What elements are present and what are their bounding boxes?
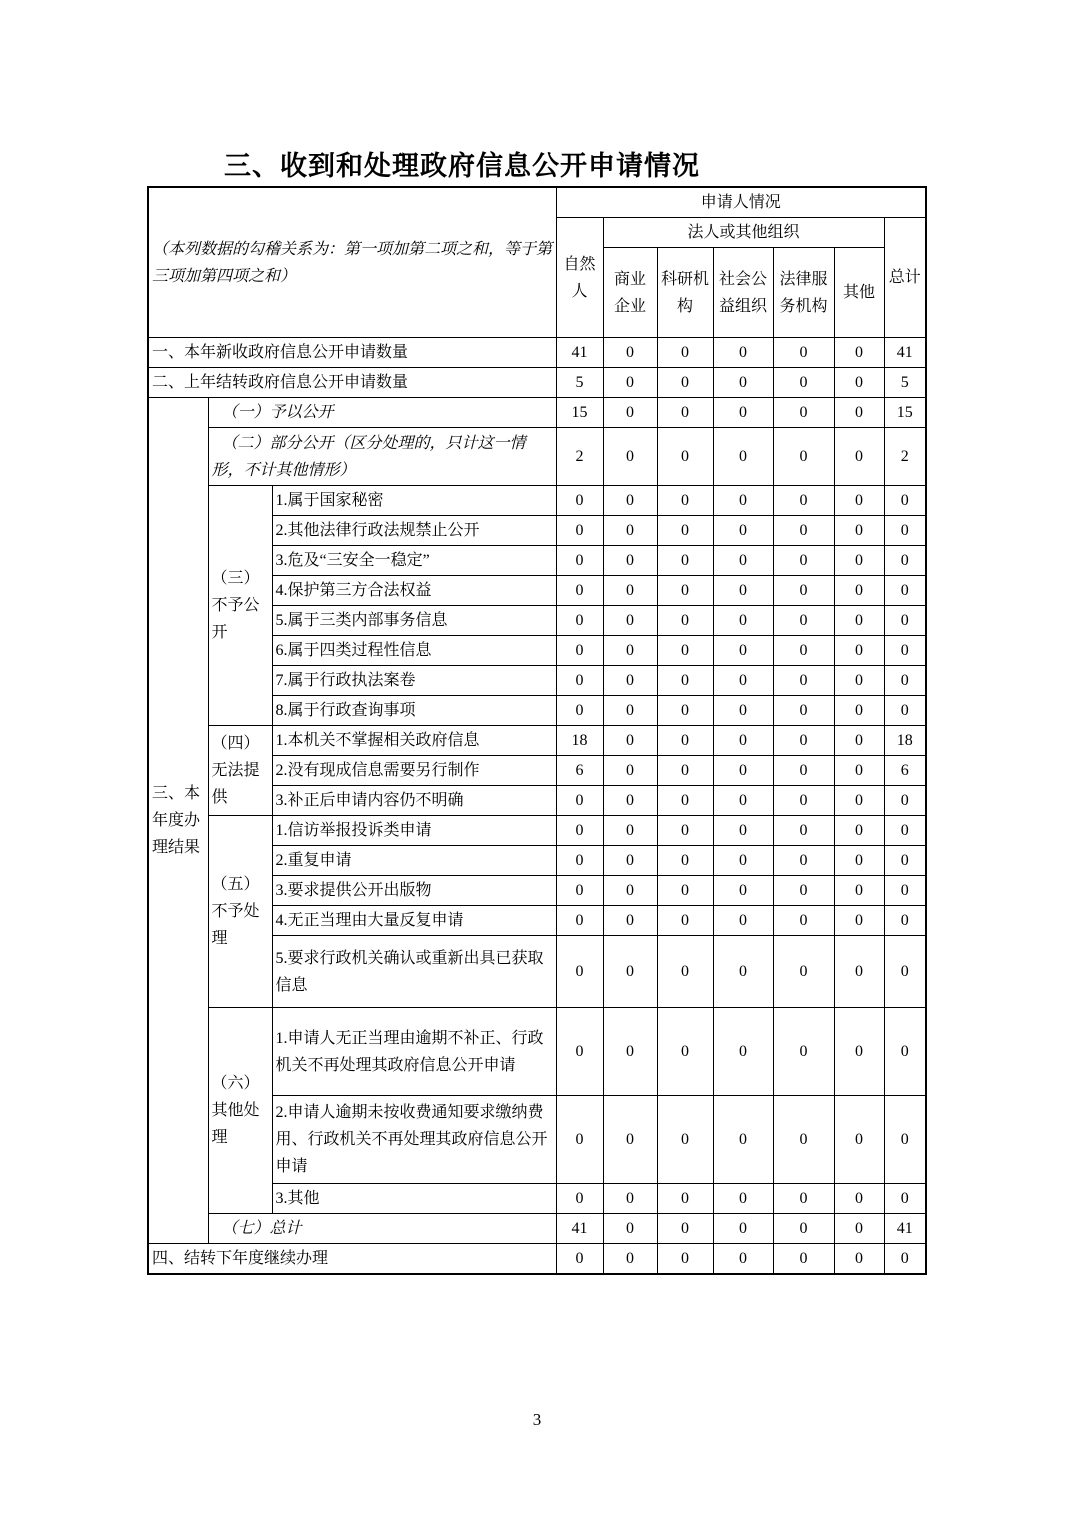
row-label-prohibited-by-law: 2.其他法律行政法规禁止公开: [272, 516, 556, 546]
value-cell: 0: [713, 756, 773, 786]
value-cell: 0: [713, 516, 773, 546]
group-label-other-processing: （六）其他处理: [208, 1008, 272, 1214]
value-cell: 0: [657, 696, 713, 726]
value-cell: 0: [884, 1008, 926, 1096]
row-label-state-secret: 1.属于国家秘密: [272, 486, 556, 516]
value-cell: 0: [773, 756, 834, 786]
value-cell: 0: [657, 786, 713, 816]
value-cell: 0: [773, 606, 834, 636]
value-cell: 0: [603, 936, 657, 1008]
value-cell: 0: [556, 1008, 603, 1096]
row-label-new-applications: 一、本年新收政府信息公开申请数量: [148, 338, 556, 368]
value-cell: 0: [884, 666, 926, 696]
value-cell: 0: [834, 338, 884, 368]
value-cell: 0: [603, 756, 657, 786]
value-cell: 0: [556, 606, 603, 636]
value-cell: 0: [657, 338, 713, 368]
value-cell: 0: [603, 816, 657, 846]
value-cell: 41: [884, 338, 926, 368]
value-cell: 0: [657, 546, 713, 576]
value-cell: 0: [773, 726, 834, 756]
value-cell: 0: [556, 1244, 603, 1275]
value-cell: 0: [834, 666, 884, 696]
row-label-carried-over-applications: 二、上年结转政府信息公开申请数量: [148, 368, 556, 398]
value-cell: 0: [834, 428, 884, 486]
value-cell: 0: [773, 1008, 834, 1096]
value-cell: 0: [603, 1096, 657, 1184]
value-cell: 0: [713, 1244, 773, 1275]
table-body: [148, 187, 926, 1274]
row-label-overdue-no-correction: 1.申请人无正当理由逾期不补正、行政机关不再处理其政府信息公开申请: [272, 1008, 556, 1096]
value-cell: 0: [884, 1096, 926, 1184]
value-cell: 0: [713, 1184, 773, 1214]
page-number: 3: [532, 1410, 542, 1429]
value-cell: 0: [603, 1214, 657, 1244]
value-cell: 0: [713, 726, 773, 756]
table-row: [148, 726, 926, 756]
value-cell: 0: [773, 876, 834, 906]
value-cell: 0: [773, 428, 834, 486]
value-cell: 0: [834, 786, 884, 816]
value-cell: 0: [884, 936, 926, 1008]
col-header-social-welfare-org: 社会公益组织: [713, 248, 773, 338]
value-cell: 0: [773, 368, 834, 398]
value-cell: 0: [834, 516, 884, 546]
row-label-endanger-security-stability: 3.危及“三安全一稳定”: [272, 546, 556, 576]
table-row: [148, 816, 926, 846]
value-cell: 0: [713, 1214, 773, 1244]
row-label-still-unclear-after-correction: 3.补正后申请内容仍不明确: [272, 786, 556, 816]
table-row: [148, 1214, 926, 1244]
row-label-administrative-inquiry: 8.属于行政查询事项: [272, 696, 556, 726]
value-cell: 0: [657, 846, 713, 876]
value-cell: 0: [834, 876, 884, 906]
value-cell: 0: [773, 486, 834, 516]
value-cell: 0: [657, 368, 713, 398]
value-cell: 0: [556, 636, 603, 666]
value-cell: 0: [773, 1244, 834, 1275]
value-cell: 0: [556, 696, 603, 726]
value-cell: 0: [713, 786, 773, 816]
table-row: [148, 1244, 926, 1275]
value-cell: 0: [834, 936, 884, 1008]
row-label-petition-complaint: 1.信访举报投诉类申请: [272, 816, 556, 846]
group-label-not-processed: （五）不予处理: [208, 816, 272, 1008]
value-cell: 0: [834, 606, 884, 636]
col-header-legal-service-org: 法律服务机构: [773, 248, 834, 338]
value-cell: 0: [773, 636, 834, 666]
value-cell: 0: [603, 546, 657, 576]
value-cell: 0: [834, 1214, 884, 1244]
value-cell: 0: [834, 906, 884, 936]
value-cell: 0: [657, 936, 713, 1008]
value-cell: 0: [713, 1008, 773, 1096]
table-row: [148, 486, 926, 516]
value-cell: 0: [834, 576, 884, 606]
value-cell: 0: [713, 816, 773, 846]
value-cell: 0: [834, 368, 884, 398]
value-cell: 41: [884, 1214, 926, 1244]
value-cell: 0: [773, 936, 834, 1008]
value-cell: 0: [884, 1184, 926, 1214]
table-row: [148, 368, 926, 398]
value-cell: 6: [884, 756, 926, 786]
row-label-carried-to-next-year: 四、结转下年度继续办理: [148, 1244, 556, 1275]
value-cell: 0: [713, 696, 773, 726]
row-label-disclosed: （一）予以公开: [208, 398, 556, 428]
value-cell: 0: [773, 906, 834, 936]
value-cell: 0: [556, 846, 603, 876]
value-cell: 0: [884, 876, 926, 906]
value-cell: 5: [556, 368, 603, 398]
value-cell: 0: [834, 756, 884, 786]
value-cell: 0: [556, 906, 603, 936]
value-cell: 0: [713, 846, 773, 876]
value-cell: 0: [713, 636, 773, 666]
value-cell: 0: [773, 1184, 834, 1214]
value-cell: 0: [603, 486, 657, 516]
value-cell: 0: [773, 666, 834, 696]
value-cell: 0: [884, 516, 926, 546]
value-cell: 0: [713, 398, 773, 428]
value-cell: 0: [834, 486, 884, 516]
value-cell: 0: [713, 876, 773, 906]
value-cell: 0: [713, 546, 773, 576]
row-label-confirm-or-reissue: 5.要求行政机关确认或重新出具已获取信息: [272, 936, 556, 1008]
section-title: 三、收到和处理政府信息公开申请情况: [224, 151, 700, 181]
value-cell: 0: [773, 576, 834, 606]
value-cell: 0: [657, 398, 713, 428]
value-cell: 0: [834, 398, 884, 428]
value-cell: 0: [603, 846, 657, 876]
value-cell: 0: [603, 576, 657, 606]
value-cell: 0: [603, 636, 657, 666]
value-cell: 0: [556, 876, 603, 906]
value-cell: 0: [657, 756, 713, 786]
row-label-mass-repeated-without-reason: 4.无正当理由大量反复申请: [272, 906, 556, 936]
value-cell: 0: [603, 786, 657, 816]
value-cell: 0: [713, 428, 773, 486]
header-row: [148, 187, 926, 218]
value-cell: 0: [713, 906, 773, 936]
row-label-internal-affairs: 5.属于三类内部事务信息: [272, 606, 556, 636]
table-row: [148, 1008, 926, 1096]
group-label-unable-to-provide: （四）无法提供: [208, 726, 272, 816]
value-cell: 0: [834, 1184, 884, 1214]
row-label-process-information: 6.属于四类过程性信息: [272, 636, 556, 666]
value-cell: 0: [834, 546, 884, 576]
row-label-overdue-unpaid-fees: 2.申请人逾期未按收费通知要求缴纳费用、行政机关不再处理其政府信息公开申请: [272, 1096, 556, 1184]
applications-table: [147, 186, 927, 1275]
value-cell: 0: [884, 546, 926, 576]
value-cell: 15: [556, 398, 603, 428]
applicant-status-header: 申请人情况: [556, 187, 926, 218]
col-header-natural-person: 自然人: [556, 218, 603, 338]
value-cell: 0: [603, 338, 657, 368]
value-cell: 0: [657, 1096, 713, 1184]
value-cell: 0: [773, 786, 834, 816]
row-label-total: （七）总计: [208, 1214, 556, 1244]
value-cell: 0: [603, 1008, 657, 1096]
value-cell: 0: [884, 696, 926, 726]
value-cell: 18: [884, 726, 926, 756]
value-cell: 0: [657, 876, 713, 906]
row-label-partially-disclosed: （二）部分公开（区分处理的，只计这一情形，不计其他情形）: [208, 428, 556, 486]
legal-or-other-org-header: 法人或其他组织: [603, 218, 884, 248]
value-cell: 0: [657, 636, 713, 666]
value-cell: 0: [556, 516, 603, 546]
value-cell: 0: [556, 936, 603, 1008]
value-cell: 0: [713, 368, 773, 398]
value-cell: 0: [556, 546, 603, 576]
group-label-not-disclosed: （三）不予公开: [208, 486, 272, 726]
value-cell: 0: [884, 636, 926, 666]
row-label-public-publications: 3.要求提供公开出版物: [272, 876, 556, 906]
row-label-repeated-application: 2.重复申请: [272, 846, 556, 876]
value-cell: 0: [713, 338, 773, 368]
value-cell: 0: [603, 696, 657, 726]
table-row: [148, 398, 926, 428]
value-cell: 0: [834, 846, 884, 876]
value-cell: 0: [603, 1184, 657, 1214]
value-cell: 0: [884, 786, 926, 816]
value-cell: 0: [657, 516, 713, 546]
value-cell: 0: [884, 816, 926, 846]
value-cell: 0: [556, 786, 603, 816]
value-cell: 0: [657, 1214, 713, 1244]
value-cell: 0: [834, 696, 884, 726]
value-cell: 0: [603, 368, 657, 398]
value-cell: 0: [713, 606, 773, 636]
value-cell: 0: [773, 546, 834, 576]
value-cell: 0: [884, 846, 926, 876]
value-cell: 2: [884, 428, 926, 486]
value-cell: 0: [657, 1244, 713, 1275]
value-cell: 0: [773, 1096, 834, 1184]
value-cell: 0: [773, 1214, 834, 1244]
value-cell: 0: [556, 1184, 603, 1214]
row-label-other: 3.其他: [272, 1184, 556, 1214]
value-cell: 0: [657, 1184, 713, 1214]
value-cell: 0: [773, 846, 834, 876]
value-cell: 41: [556, 338, 603, 368]
value-cell: 0: [834, 1096, 884, 1184]
value-cell: 41: [556, 1214, 603, 1244]
value-cell: 0: [773, 816, 834, 846]
value-cell: 0: [603, 906, 657, 936]
value-cell: 0: [603, 726, 657, 756]
value-cell: 2: [556, 428, 603, 486]
value-cell: 0: [657, 606, 713, 636]
group-label-yearly-results: 三、本年度办理结果: [148, 398, 208, 1244]
value-cell: 0: [556, 666, 603, 696]
row-label-needs-separate-production: 2.没有现成信息需要另行制作: [272, 756, 556, 786]
value-cell: 5: [884, 368, 926, 398]
value-cell: 0: [713, 576, 773, 606]
value-cell: 0: [884, 576, 926, 606]
value-cell: 0: [657, 816, 713, 846]
value-cell: 0: [884, 486, 926, 516]
col-header-research-institution: 科研机构: [657, 248, 713, 338]
value-cell: 0: [657, 486, 713, 516]
value-cell: 0: [556, 1096, 603, 1184]
value-cell: 0: [834, 816, 884, 846]
value-cell: 0: [556, 576, 603, 606]
value-cell: 0: [773, 398, 834, 428]
table-note-cell: （本列数据的勾稽关系为：第一项加第二项之和，等于第三项加第四项之和）: [148, 187, 556, 338]
value-cell: 0: [884, 906, 926, 936]
value-cell: 0: [603, 428, 657, 486]
value-cell: 0: [713, 666, 773, 696]
value-cell: 0: [834, 1244, 884, 1275]
col-header-commercial-enterprise: 商业企业: [603, 248, 657, 338]
value-cell: 15: [884, 398, 926, 428]
col-header-total: 总计: [884, 218, 926, 338]
value-cell: 0: [657, 576, 713, 606]
value-cell: 0: [834, 726, 884, 756]
row-label-enforcement-files: 7.属于行政执法案卷: [272, 666, 556, 696]
table-row: [148, 338, 926, 368]
value-cell: 0: [603, 666, 657, 696]
value-cell: 0: [556, 486, 603, 516]
value-cell: 0: [773, 696, 834, 726]
col-header-other: 其他: [834, 248, 884, 338]
value-cell: 0: [657, 1008, 713, 1096]
value-cell: 0: [713, 936, 773, 1008]
value-cell: 18: [556, 726, 603, 756]
table-row: [148, 428, 926, 486]
value-cell: 0: [603, 398, 657, 428]
value-cell: 0: [713, 1096, 773, 1184]
value-cell: 0: [603, 606, 657, 636]
value-cell: 0: [834, 636, 884, 666]
value-cell: 0: [834, 1008, 884, 1096]
value-cell: 0: [884, 606, 926, 636]
value-cell: 0: [603, 516, 657, 546]
value-cell: 0: [556, 816, 603, 846]
value-cell: 0: [657, 666, 713, 696]
value-cell: 6: [556, 756, 603, 786]
value-cell: 0: [773, 516, 834, 546]
value-cell: 0: [603, 876, 657, 906]
value-cell: 0: [657, 428, 713, 486]
value-cell: 0: [603, 1244, 657, 1275]
row-label-protect-third-party: 4.保护第三方合法权益: [272, 576, 556, 606]
value-cell: 0: [713, 486, 773, 516]
value-cell: 0: [773, 338, 834, 368]
value-cell: 0: [884, 1244, 926, 1275]
value-cell: 0: [657, 906, 713, 936]
row-label-no-relevant-information: 1.本机关不掌握相关政府信息: [272, 726, 556, 756]
value-cell: 0: [657, 726, 713, 756]
